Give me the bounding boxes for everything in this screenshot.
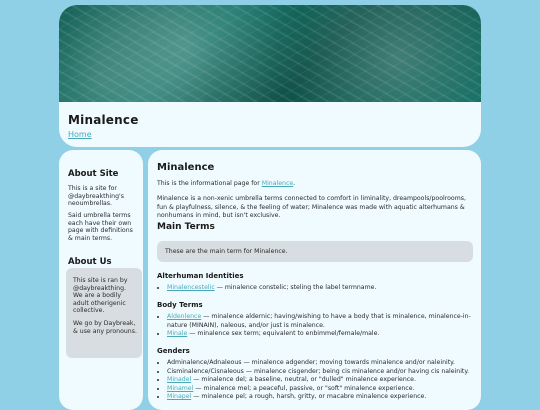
- alterhuman-list: [157, 284, 481, 293]
- main-terms-note: These are the main term for Minalence.: [157, 241, 473, 262]
- minalencestelic-link[interactable]: Minalencestelic: [167, 284, 215, 291]
- about-us-box: [66, 268, 142, 358]
- list-item: • Aldenlence — minalence aldernic; having/wishing to have a body that is minalence, minalence-in-nature (MINAIN), naleous, and/or just is minalence.: [167, 313, 481, 330]
- list-item: • Cisminalence/Cisnaleous — minalence cisgender; being cis minalence and/or having cis naleinity.: [167, 368, 481, 377]
- minapel-link[interactable]: Minapel: [167, 393, 192, 401]
- about-us-text-1: This site is ran by @daybreakthing. We are a bodily adult otherigenic collective.: [73, 277, 128, 315]
- intro-suffix: .: [293, 180, 296, 187]
- about-site-text-1: This is a site for @daybreakthing's neoumbrellas.: [68, 185, 124, 208]
- minale-link[interactable]: Minale: [167, 330, 188, 338]
- home-link[interactable]: Home: [68, 130, 92, 139]
- list-item: • Minale — minalence sex term; equivalent to enbimmel/female/male.: [167, 330, 481, 339]
- ocean-banner-image: [59, 5, 481, 102]
- list-item: • Adminalence/Adnaleous — minalence adgender; moving towards minalence and/or naleinity.: [167, 359, 481, 368]
- aldenlence-link[interactable]: Aldenlence: [167, 313, 202, 320]
- alterhuman-heading: Alterhuman Identities: [157, 272, 244, 280]
- main-terms-heading: Main Terms: [157, 222, 215, 232]
- genders-heading: Genders: [157, 347, 190, 355]
- intro-text: [157, 180, 473, 189]
- list-item: • Minadel — minalence del; a baseline, neutral, or "dulled" minalence experience.: [167, 376, 481, 385]
- about-us-heading: About Us: [68, 257, 112, 267]
- minalence-link[interactable]: Minalence: [261, 180, 294, 187]
- list-item: • Minapel — minalence pel; a rough, harsh, gritty, or macabre minalence experience.: [167, 393, 481, 402]
- site-header: [59, 5, 481, 147]
- sidebar: [59, 150, 143, 410]
- about-site-text-2: Said umbrella terms each have their own page with definitions & main terms.: [68, 212, 133, 242]
- page-title: Minalence: [157, 162, 215, 173]
- body-terms-heading: Body Terms: [157, 301, 203, 309]
- main-content: [148, 150, 481, 410]
- list-item: • Minamel — minalence mel; a peaceful, passive, or "soft" minalence experience.: [167, 385, 481, 394]
- site-title: Minalence: [68, 113, 139, 127]
- minadel-link[interactable]: Minadel: [167, 376, 192, 384]
- intro-prefix: This is the informational page for: [157, 180, 262, 187]
- list-item: • Minalencestelic — minalence constelic; steling the label termname.: [167, 284, 481, 293]
- description-text: Minalence is a non-xenic umbrella terms connected to comfort in liminality, dreampools/poolrooms, fun & playfulness, silence, & the feeling of water; Minalence was made with aquatic alterhumans & nonhumans in mind, but isn't exclusive.: [157, 195, 466, 220]
- about-site-heading: About Site: [68, 169, 119, 179]
- about-us-text-2: We go by Daybreak, & use any pronouns.: [73, 320, 137, 335]
- genders-list: [157, 359, 481, 402]
- minamel-link[interactable]: Minamel: [167, 384, 194, 392]
- body-terms-list: [157, 313, 481, 339]
